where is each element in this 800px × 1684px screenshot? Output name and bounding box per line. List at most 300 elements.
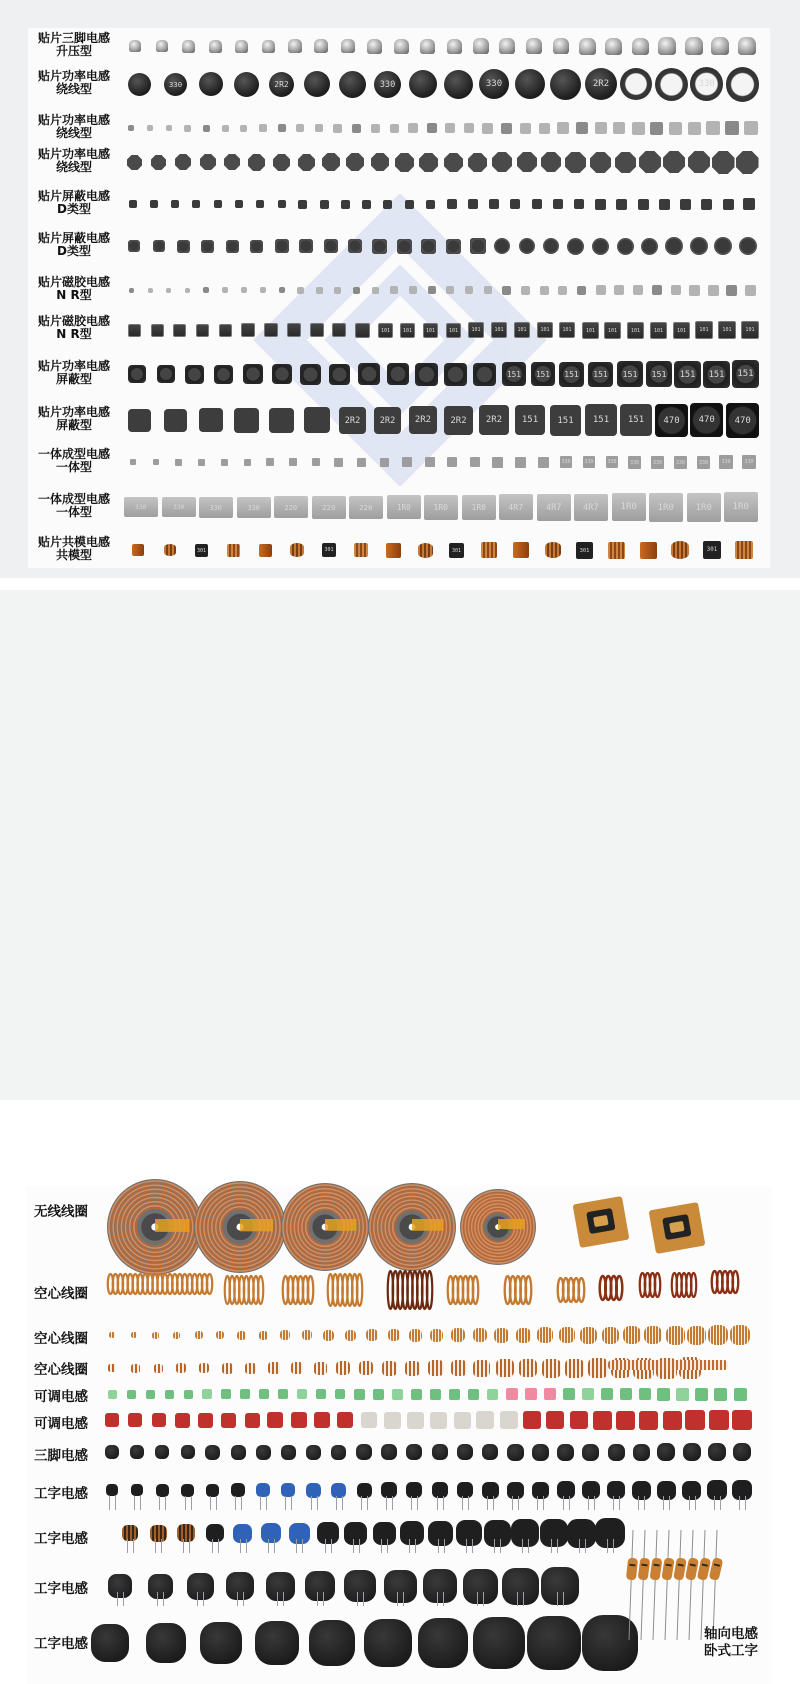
lead-pin [695, 1496, 696, 1510]
row-label-sub: 一体型 [55, 460, 92, 474]
drum-inductor [595, 1518, 625, 1548]
smd-inductor [234, 72, 259, 97]
air-core-coil [388, 1270, 432, 1310]
smd-inductor [156, 40, 168, 52]
smd-inductor [259, 544, 272, 557]
lead-pin [317, 1496, 318, 1510]
smd-inductor [690, 403, 723, 437]
row-label-sub: D类型 [57, 202, 91, 216]
smd-inductor [400, 323, 415, 338]
smd-inductor [559, 362, 584, 387]
watermark-logo [220, 180, 580, 500]
smd-inductor [579, 38, 596, 55]
drum-inductor [146, 1623, 186, 1663]
adjustable-inductor [663, 1411, 682, 1430]
smd-inductor [468, 153, 487, 172]
lead-pin [323, 1592, 324, 1606]
air-core-coil [505, 1275, 531, 1305]
drum-inductor [456, 1520, 482, 1546]
adjustable-inductor [392, 1389, 403, 1400]
smd-inductor [638, 199, 649, 210]
part-marking: 330 [698, 459, 709, 466]
drum-inductor [682, 1481, 701, 1500]
smd-inductor [288, 39, 302, 53]
smd-inductor [447, 457, 457, 467]
smd-inductor [185, 288, 190, 293]
air-core-coil [323, 1330, 334, 1341]
drum-inductor [289, 1523, 310, 1544]
row-label [30, 536, 118, 562]
smd-inductor [489, 199, 499, 209]
smd-inductor [617, 238, 634, 255]
air-core-coil [108, 1364, 116, 1372]
row-label [30, 190, 118, 216]
air-core-coil [345, 1330, 356, 1341]
part-marking: 101 [699, 327, 709, 333]
row-label [30, 32, 118, 58]
air-core-coil [602, 1327, 619, 1344]
part-marking: 4R7 [582, 502, 599, 513]
air-core-coil [588, 1358, 608, 1378]
smd-inductor [297, 287, 304, 294]
adjustable-inductor [657, 1388, 670, 1401]
three-pin-inductor [381, 1444, 397, 1460]
air-core-coil [473, 1360, 490, 1377]
air-core-coil [336, 1361, 350, 1375]
smd-inductor [199, 497, 233, 518]
lead-pin [359, 1539, 360, 1553]
smd-inductor [374, 71, 401, 98]
lead-pin [537, 1496, 538, 1510]
row-label [30, 406, 118, 432]
adjustable-inductor [198, 1413, 213, 1428]
smd-inductor [526, 38, 542, 54]
three-pin-inductor [557, 1444, 574, 1461]
smd-inductor [484, 286, 492, 294]
drum-inductor [317, 1522, 339, 1544]
lead-pin [579, 1539, 580, 1553]
smd-inductor [235, 40, 248, 53]
lead-pin [159, 1496, 160, 1510]
smd-inductor [290, 543, 304, 557]
smd-inductor [222, 125, 229, 132]
smd-inductor [590, 152, 611, 173]
lead-pin [210, 1496, 211, 1510]
smd-inductor [712, 151, 735, 174]
adjustable-inductor [616, 1411, 635, 1430]
lead-pin [387, 1539, 388, 1553]
row-label-main: 贴片三脚电感 [37, 31, 110, 45]
smd-inductor [367, 39, 382, 54]
lead-pin [472, 1539, 473, 1553]
part-marking: 151 [557, 415, 574, 426]
smd-inductor [166, 288, 171, 293]
smd-inductor [723, 199, 734, 210]
drum-inductor [482, 1482, 499, 1499]
lead-pin [462, 1496, 463, 1510]
lead-pin [638, 1496, 639, 1510]
part-marking: 1R0 [695, 502, 712, 513]
lead-pin [357, 1592, 358, 1606]
lead-pin [411, 1496, 412, 1510]
lead-pin [494, 1539, 495, 1553]
row-label-sub: N R型 [56, 327, 92, 341]
smd-inductor [304, 71, 330, 97]
smd-inductor [608, 542, 625, 559]
smd-inductor [567, 238, 584, 255]
smd-inductor [655, 404, 688, 437]
smd-inductor [671, 541, 689, 559]
smd-inductor [128, 240, 140, 252]
lead-pin [689, 1496, 690, 1510]
three-pin-inductor [708, 1443, 726, 1461]
adjustable-inductor [221, 1413, 236, 1428]
row-label: 工字电感 [34, 1581, 88, 1597]
adjustable-inductor [175, 1413, 190, 1428]
lead-pin [133, 1539, 134, 1553]
smd-inductor [595, 199, 606, 210]
part-marking: 101 [517, 327, 527, 333]
lead-pin [361, 1496, 362, 1510]
smd-inductor [605, 38, 622, 55]
row-label-sub: 共模型 [55, 548, 92, 562]
smd-inductor [726, 285, 737, 296]
smd-inductor [341, 200, 350, 209]
air-core-coil [237, 1331, 246, 1340]
air-core-coil [730, 1325, 750, 1345]
adjustable-inductor [354, 1389, 365, 1400]
row-label: 工字电感 [34, 1531, 88, 1547]
smd-inductor [164, 409, 187, 432]
lead-pin [663, 1496, 664, 1510]
smd-inductor [355, 323, 370, 338]
smd-inductor [312, 458, 320, 466]
row-label [30, 148, 118, 174]
part-marking: 101 [540, 327, 550, 333]
smd-inductor [582, 322, 599, 339]
drum-inductor [200, 1622, 242, 1664]
part-marking: 2R2 [592, 79, 610, 89]
lead-pin [493, 1496, 494, 1510]
adjustable-inductor [476, 1411, 494, 1429]
smd-inductor [550, 405, 581, 436]
lead-pin [212, 1539, 213, 1553]
smd-inductor [537, 322, 553, 338]
smd-inductor [543, 238, 559, 254]
smd-inductor [482, 123, 493, 134]
smd-inductor [151, 324, 164, 337]
three-pin-inductor [306, 1445, 321, 1460]
smd-inductor [513, 542, 529, 558]
drum-inductor [373, 1522, 396, 1545]
adjustable-inductor [546, 1411, 564, 1429]
adjustable-inductor [297, 1389, 307, 1399]
smd-inductor [708, 285, 719, 296]
row-label [30, 114, 118, 140]
air-core-coil [366, 1329, 378, 1341]
smd-inductor [129, 288, 134, 293]
part-marking: 330 [485, 79, 503, 89]
air-core-coil [494, 1328, 509, 1343]
smd-inductor [198, 459, 205, 466]
three-pin-inductor [532, 1444, 549, 1461]
smd-inductor [380, 458, 389, 467]
lead-pin [437, 1592, 438, 1606]
smd-inductor [256, 200, 264, 208]
smd-inductor [446, 239, 461, 254]
air-core-coil [173, 1332, 180, 1339]
smd-inductor [540, 286, 549, 295]
drum-inductor [106, 1484, 118, 1496]
lead-pin [466, 1539, 467, 1553]
smd-inductor [745, 285, 756, 296]
smd-inductor [499, 494, 533, 520]
smd-inductor [196, 324, 209, 337]
lead-pin [415, 1539, 416, 1553]
smd-inductor [494, 238, 510, 254]
smd-inductor [346, 153, 364, 171]
drum-inductor [406, 1482, 422, 1498]
drum-inductor [281, 1483, 295, 1497]
air-core-coil [496, 1359, 514, 1377]
drum-inductor [707, 1480, 727, 1500]
part-marking: 2R2 [344, 415, 361, 426]
smd-inductor [502, 362, 526, 386]
smd-inductor [420, 39, 435, 54]
smd-inductor [470, 457, 480, 467]
top-photo-panel [0, 0, 800, 578]
adjustable-inductor [335, 1389, 345, 1399]
air-core-coil [152, 1332, 159, 1339]
drum-inductor [364, 1619, 412, 1667]
smd-inductor [234, 408, 259, 433]
adjustable-inductor [316, 1389, 326, 1399]
smd-inductor [585, 404, 617, 436]
smd-inductor [743, 198, 755, 210]
smd-inductor [409, 286, 417, 294]
row-label: 工字电感 [34, 1636, 88, 1652]
air-core-coil [428, 1360, 444, 1376]
adjustable-inductor [128, 1413, 142, 1427]
adjustable-inductor [601, 1388, 613, 1400]
smd-inductor [479, 69, 509, 99]
smd-inductor [604, 322, 621, 339]
smd-inductor [468, 322, 484, 338]
part-marking: 101 [607, 327, 618, 334]
smd-inductor [558, 286, 567, 295]
part-marking: 301 [324, 547, 334, 553]
air-core-coil [448, 1275, 478, 1305]
drum-inductor [632, 1481, 651, 1500]
air-core-coil-long [608, 1360, 728, 1370]
smd-inductor [371, 124, 380, 133]
smd-inductor [199, 408, 223, 432]
smd-inductor [405, 200, 414, 209]
part-marking: 101 [494, 327, 504, 333]
smd-inductor [334, 287, 341, 294]
smd-inductor [550, 69, 581, 100]
part-marking: 301 [451, 547, 462, 554]
smd-inductor [447, 199, 457, 209]
adjustable-inductor [709, 1410, 729, 1430]
lead-pin [417, 1496, 418, 1510]
air-core-coil [131, 1364, 140, 1373]
lead-pin [517, 1592, 518, 1606]
lead-pin [619, 1496, 620, 1510]
lead-pin [483, 1592, 484, 1606]
smd-inductor [674, 456, 687, 469]
lead-pin [266, 1496, 267, 1510]
lead-pin [216, 1496, 217, 1510]
adjustable-inductor [500, 1411, 518, 1429]
lead-pin [134, 1496, 135, 1510]
smd-inductor [583, 456, 595, 468]
smd-inductor [162, 497, 196, 517]
smd-inductor [386, 543, 401, 558]
part-marking: 151 [521, 415, 539, 425]
smd-inductor [655, 68, 688, 101]
smd-inductor [541, 152, 561, 172]
lead-pin [500, 1539, 501, 1553]
smd-inductor [465, 286, 473, 294]
lead-pin [551, 1539, 552, 1553]
drum-inductor [131, 1484, 143, 1496]
smd-inductor [464, 123, 474, 133]
smd-inductor [426, 200, 435, 209]
part-marking: 101 [471, 327, 481, 333]
drum-inductor [457, 1482, 473, 1498]
air-core-coil [359, 1361, 373, 1375]
air-core-coil [473, 1328, 487, 1342]
row-label-sub: 屏蔽型 [55, 418, 92, 432]
lead-pin [189, 1539, 190, 1553]
smd-inductor [259, 124, 267, 132]
three-pin-inductor [205, 1445, 220, 1460]
smd-inductor [427, 123, 437, 133]
part-marking: 220 [322, 503, 336, 512]
drum-inductor [122, 1525, 138, 1541]
row-label-main: 贴片功率电感 [37, 405, 110, 419]
drum-inductor [418, 1618, 468, 1668]
smd-inductor [333, 124, 342, 133]
smd-inductor [354, 543, 368, 557]
smd-inductor [545, 542, 561, 558]
smd-inductor [510, 199, 520, 209]
smd-inductor [320, 200, 329, 209]
row-label-main: 一体成型电感 [37, 492, 110, 506]
row-label-main: 贴片磁胶电感 [37, 314, 110, 328]
smd-inductor [274, 496, 308, 518]
smd-inductor [171, 200, 179, 208]
lead-pin [367, 1496, 368, 1510]
row-label: 空心线圈 [34, 1362, 88, 1378]
lead-pin [363, 1592, 364, 1606]
smd-inductor [129, 40, 141, 52]
smd-inductor [553, 199, 563, 209]
smd-inductor [612, 493, 646, 521]
smd-inductor [574, 494, 608, 521]
part-marking: 2R2 [274, 80, 289, 89]
lead-pin [528, 1539, 529, 1553]
smd-inductor [269, 408, 294, 433]
smd-inductor [481, 542, 497, 558]
smd-inductor [332, 323, 346, 337]
smd-inductor [652, 285, 662, 295]
smd-inductor [447, 39, 462, 54]
adjustable-inductor [407, 1412, 424, 1429]
axial-label-2: 卧式工字 [704, 1643, 758, 1659]
drum-inductor [384, 1570, 417, 1603]
smd-inductor [418, 543, 433, 558]
row-label [30, 360, 118, 386]
adjustable-inductor [714, 1388, 727, 1401]
three-pin-inductor [406, 1444, 422, 1460]
smd-inductor [387, 495, 421, 519]
adjustable-inductor [291, 1412, 307, 1428]
air-core-coil [225, 1275, 263, 1305]
lead-pin [386, 1496, 387, 1510]
part-marking: 470 [663, 415, 680, 426]
smd-inductor [329, 364, 350, 385]
part-marking: 101 [653, 327, 664, 334]
lead-pin [331, 1539, 332, 1553]
lead-pin [613, 1539, 614, 1553]
three-pin-inductor [507, 1444, 524, 1461]
part-marking: 2R2 [485, 415, 503, 425]
smd-inductor [521, 286, 530, 295]
smd-inductor [358, 363, 380, 385]
three-pin-inductor [582, 1444, 599, 1461]
smd-inductor [214, 365, 233, 384]
smd-inductor [322, 543, 336, 557]
lead-pin [403, 1592, 404, 1606]
smd-inductor [201, 240, 214, 253]
smd-inductor [339, 71, 366, 98]
air-core-coil [712, 1270, 738, 1294]
smd-inductor [633, 285, 643, 295]
smd-inductor [352, 124, 361, 133]
lead-pin [161, 1539, 162, 1553]
smd-inductor [250, 240, 263, 253]
smd-inductor [300, 364, 321, 385]
smd-inductor [674, 361, 701, 388]
air-core-coil [708, 1325, 728, 1345]
smd-inductor [690, 67, 723, 101]
air-core-coil [558, 1277, 584, 1303]
part-marking: 101 [676, 327, 687, 334]
smd-inductor [659, 199, 670, 210]
part-marking: 2R2 [379, 415, 396, 426]
lead-pin [438, 1539, 439, 1553]
adjustable-inductor [245, 1413, 260, 1428]
lead-pin [585, 1539, 586, 1553]
smd-inductor [574, 199, 584, 209]
air-core-coil [559, 1327, 575, 1343]
lead-pin [241, 1496, 242, 1510]
wireless-coil [458, 1187, 538, 1267]
air-core-coil [644, 1326, 662, 1344]
smd-inductor [576, 122, 588, 134]
smd-inductor [680, 199, 691, 210]
drum-inductor [541, 1567, 579, 1605]
lead-pin [302, 1539, 303, 1553]
smd-inductor [669, 122, 682, 135]
smd-inductor [744, 121, 758, 135]
wireless-coil [366, 1181, 458, 1273]
part-marking: 220 [284, 502, 298, 512]
adjustable-inductor [449, 1389, 460, 1400]
smd-inductor [492, 457, 503, 468]
